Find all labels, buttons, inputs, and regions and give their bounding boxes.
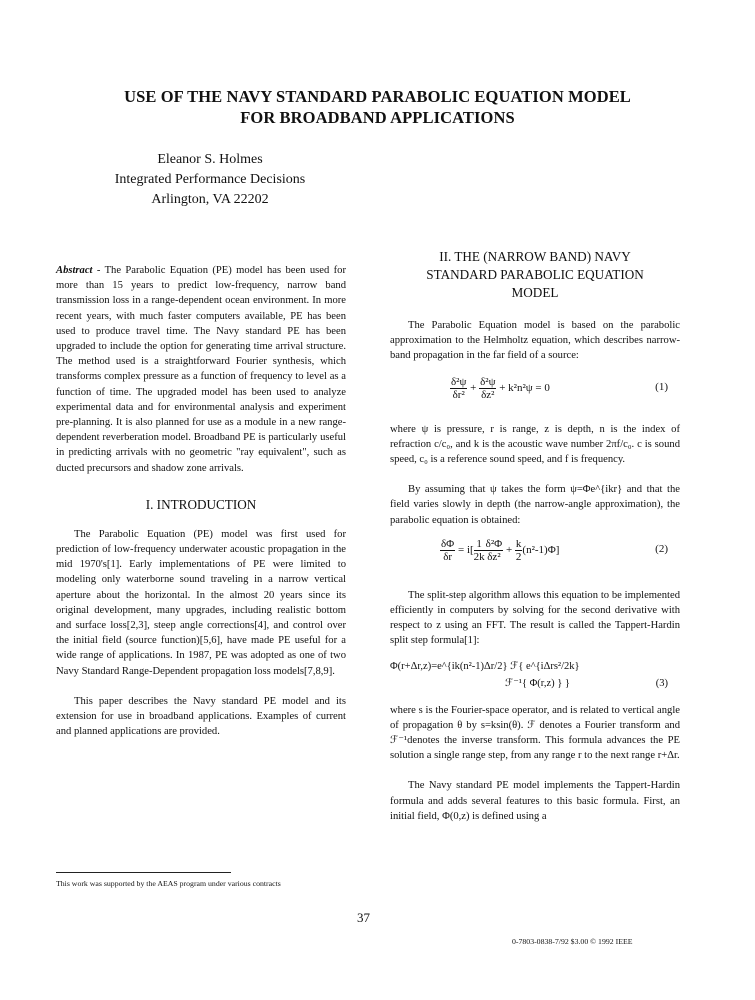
section-2-paragraph-4: The split-step algorithm allows this equation to be implemented efficiently in computers by solving for the second derivative with respect to z using an FFT. The result is called the Tappert-Hardin split step formula[1]: xyxy=(390,589,680,647)
eq1-rest: + k²n²ψ = 0 xyxy=(496,381,550,394)
eq2-b-numerator: δ²Φ xyxy=(485,537,503,550)
intro-paragraph-1: The Parabolic Equation (PE) model was first used for prediction of low-frequency underwater acoustic propagation in the mid 1970's[1]. Early implementations of PE were limited to modeling only waterborne sound traveling in a narrow vertical aperture about the horizontal. In the almost 20 years since its original development, many upgrades, including realistic bottom and surface loss[2,3], steep angle corrections[4], and control over the initial field (source function)[5,6], have made PE useful for a wide range of applications. In 1987, PE was adopted as one of two Navy Standard Range-Dependent propagation loss models[7,8,9]. xyxy=(56,528,346,677)
section-2-heading-line-3: MODEL xyxy=(511,285,559,300)
footnote-divider xyxy=(56,872,231,873)
author-block xyxy=(80,150,340,210)
section-2-paragraph-3: By assuming that ψ takes the form ψ=Φe^{ikr} and that the field varies slowly in depth (the narrow-angle approximation), the parabolic equation is obtained: xyxy=(390,484,680,526)
equation-3 xyxy=(390,659,680,693)
author-affiliation: Integrated Performance Decisions xyxy=(114,172,306,187)
section-2-paragraph-6: The Navy standard PE model implements the Tappert-Hardin formula and adds several features to this basic formula. First, an initial field, Φ(0,z) is defined using a xyxy=(390,780,680,822)
eq2-plus: + xyxy=(503,543,515,556)
section-1-heading: I. INTRODUCTION xyxy=(145,496,257,512)
eq2-lhs-numerator: δΦ xyxy=(441,537,455,550)
section-2-paragraph-1: The Parabolic Equation model is based on the parabolic approximation to the Helmholtz equation, which describes narrow-band propagation in the far field of a source: xyxy=(390,320,680,362)
section-2-heading-line-1: II. THE (NARROW BAND) NAVY xyxy=(439,249,631,264)
abstract xyxy=(56,263,346,476)
equation-2-number: (2) xyxy=(655,542,668,555)
intro-paragraph-2: This paper describes the Navy standard PE model and its extension for use in broadband applications. Examples of current and planned applications are provided. xyxy=(56,695,346,738)
eq2-lhs-denominator: δr xyxy=(443,550,453,563)
equation-3-number: (3) xyxy=(655,677,668,689)
eq2-a-numerator: 1 xyxy=(474,538,485,551)
equation-1-number: (1) xyxy=(655,380,668,393)
eq2-b-denominator: δz² xyxy=(487,550,501,563)
eq2-c-numerator: k xyxy=(515,537,522,550)
title-line-1: USE OF THE NAVY STANDARD PARABOLIC EQUATION MODEL xyxy=(124,87,631,106)
eq2-equals: = i[ xyxy=(455,543,474,556)
section-2-heading-line-2: STANDARD PARABOLIC EQUATION xyxy=(426,267,644,282)
eq2-rest: (n²-1)Φ] xyxy=(522,543,560,556)
author-address: Arlington, VA 22202 xyxy=(151,192,269,207)
copyright-notice: 0-7803-0838-7/92 $3.00 © 1992 IEEE xyxy=(512,937,633,946)
eq3-line-1: Φ(r+Δr,z)=e^{ik(n²-1)Δr/2} ℱ{ e^{iΔrs²/2k} xyxy=(390,660,580,672)
section-2-paragraph-2: where ψ is pressure, r is range, z is depth, n is the index of refraction c/c₀, and k is the acoustic wave number 2πf/c₀. c is sound speed, c₀ is a reference sound speed, and f is frequency. xyxy=(390,423,680,466)
abstract-label: Abstract xyxy=(56,265,93,276)
abstract-text: - The Parabolic Equation (PE) model has been used for more than 15 years to predict low-frequency, narrow band transmission loss in a range-dependent ocean environment. In more recent years, with much faster computers available, PE has been used to produce travel time. The Navy standard PE has been upgraded to include the option for generating time arrival structure. The method used is a straightforward Fourier synthesis, which transforms complex pressure as a function of frequency to level as a function of time. The upgraded model has been used to analyze experimental data and for environmental analysis and experiment pre-planning. It is also planned for use as a module in a new range-dependent reverberation model. Broadband PE is particularly useful in predicting arrivals with no geometric "ray equivalent", such as ducted precursors and shadow zone arrivals. xyxy=(56,265,346,474)
eq1-term1-denominator: δr² xyxy=(452,388,465,401)
title-line-2: FOR BROADBAND APPLICATIONS xyxy=(240,108,515,127)
eq2-a-denominator: 2k xyxy=(473,550,485,563)
equation-2 xyxy=(390,538,680,578)
paper-title xyxy=(60,86,695,128)
footnote: This work was supported by the AEAS program under various contracts xyxy=(56,879,281,888)
eq2-c-denominator: 2 xyxy=(515,550,522,563)
section-2-paragraph-5: where s is the Fourier-space operator, and is related to vertical angle of propagation θ by s=ksin(θ). ℱ denotes a Fourier transform and ℱ⁻¹denotes the inverse transform. This formula advances the PE solution a single range step, from any range r to the next range r+Δr. xyxy=(390,704,680,762)
page-number: 37 xyxy=(357,910,370,925)
author-name: Eleanor S. Holmes xyxy=(157,152,263,167)
eq1-term2-numerator: δ²ψ xyxy=(480,375,496,388)
right-column xyxy=(390,248,680,824)
eq1-plus: + xyxy=(467,381,480,394)
equation-1 xyxy=(390,376,680,416)
left-column xyxy=(56,263,346,739)
eq1-term2-denominator: δz² xyxy=(481,388,495,401)
eq3-line-2: ℱ⁻¹{ Φ(r,z) } } xyxy=(505,677,570,689)
eq1-term1-numerator: δ²ψ xyxy=(451,375,467,388)
